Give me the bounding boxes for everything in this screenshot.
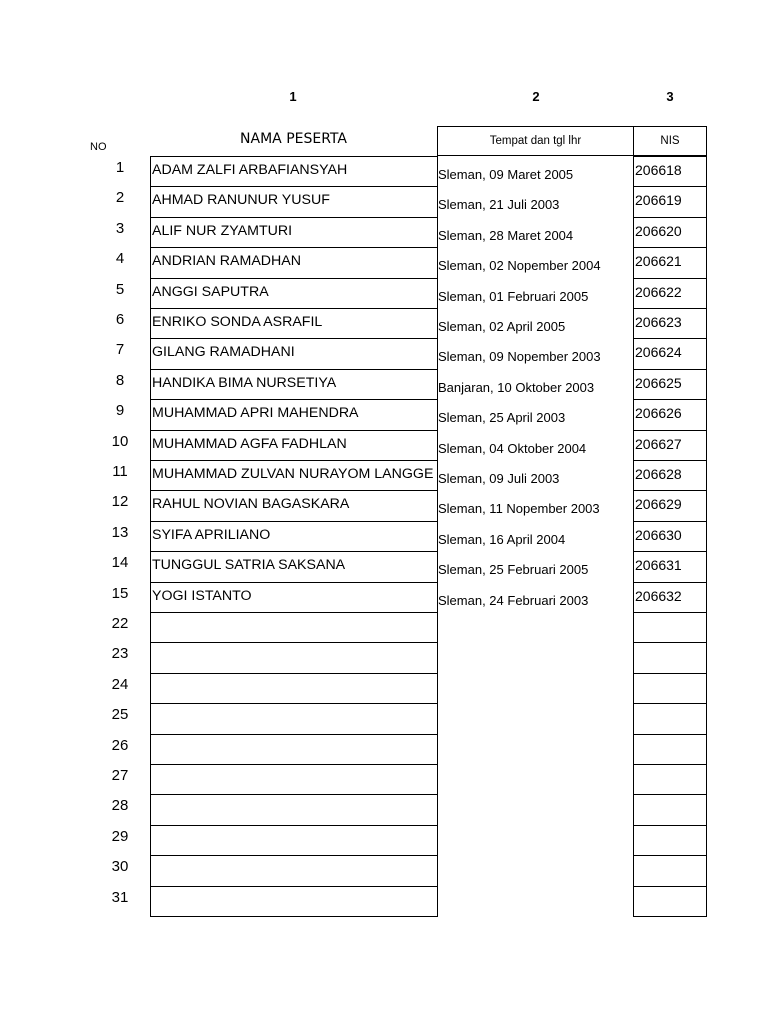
table-row [0, 673, 768, 703]
table-row [0, 825, 768, 855]
nis-column-header: NIS [633, 126, 707, 156]
participant-name-cell: TUNGGUL SATRIA SAKSANA [150, 551, 438, 582]
participant-name-cell: ANDRIAN RAMADHAN [150, 247, 438, 278]
participant-name-cell: MUHAMMAD ZULVAN NURAYOM LANGGE [150, 460, 438, 491]
participant-name-cell: AHMAD RANUNUR YUSUF [150, 186, 438, 217]
row-number: 11 [112, 463, 128, 480]
column-number-3: 3 [666, 89, 674, 104]
nis-cell [633, 886, 707, 917]
nis-cell: 206618 [633, 156, 707, 187]
nis-cell [633, 794, 707, 825]
participant-name-cell: ALIF NUR ZYAMTURI [150, 217, 438, 248]
participant-name-cell [150, 703, 438, 734]
table-row [0, 886, 768, 916]
column-number-2: 2 [532, 89, 540, 104]
participant-name-cell: ADAM ZALFI ARBAFIANSYAH [150, 156, 438, 187]
row-number: 13 [111, 523, 129, 541]
row-number: 9 [115, 402, 125, 420]
row-number: 22 [111, 615, 129, 632]
nis-cell: 206628 [633, 460, 707, 491]
row-number: 27 [111, 767, 129, 784]
row-number: 3 [115, 219, 125, 237]
nis-cell: 206629 [633, 490, 707, 521]
birthplace-date-column-header: Tempat dan tgl lhr [437, 126, 634, 156]
participant-name-cell [150, 764, 438, 795]
row-number: 2 [115, 189, 125, 207]
participant-name-cell [150, 612, 438, 643]
nis-cell: 206631 [633, 551, 707, 582]
nis-cell: 206626 [633, 399, 707, 430]
table-row [0, 460, 768, 490]
birthplace-date-cell: Sleman, 01 Februari 2005 [438, 288, 589, 304]
row-number: 7 [115, 341, 125, 359]
participant-name-cell [150, 794, 438, 825]
column-number-1: 1 [289, 89, 297, 104]
birthplace-date-cell: Sleman, 02 April 2005 [438, 319, 566, 334]
participant-name-cell: RAHUL NOVIAN BAGASKARA [150, 490, 438, 521]
row-number: 23 [111, 645, 129, 663]
participant-name-cell: YOGI ISTANTO [150, 582, 438, 613]
birthplace-date-cell: Sleman, 11 Nopember 2003 [438, 501, 600, 517]
nis-cell: 206624 [633, 338, 707, 369]
row-number: 25 [111, 706, 129, 724]
nis-cell [633, 855, 707, 886]
row-number: 5 [115, 280, 125, 298]
row-number: 12 [111, 493, 129, 511]
nis-cell: 206630 [633, 521, 707, 552]
no-column-header: NO [90, 141, 107, 153]
birthplace-date-cell: Sleman, 24 Februari 2003 [438, 592, 589, 608]
table-row [0, 582, 768, 612]
nis-cell: 206623 [633, 308, 707, 339]
birthplace-date-cell: Sleman, 25 April 2003 [438, 410, 566, 426]
birthplace-date-cell: Banjaran, 10 Oktober 2003 [438, 379, 595, 395]
row-number: 15 [111, 584, 129, 602]
birthplace-date-cell: Sleman, 09 Juli 2003 [438, 471, 560, 486]
participant-name-cell: ANGGI SAPUTRA [150, 278, 438, 309]
row-number: 30 [111, 858, 129, 876]
table-row [0, 186, 768, 216]
participant-name-cell: ENRIKO SONDA ASRAFIL [150, 308, 438, 339]
table-row [0, 490, 768, 520]
participant-name-cell [150, 734, 438, 765]
nis-cell: 206622 [633, 278, 707, 309]
nis-cell [633, 703, 707, 734]
participant-name-cell [150, 673, 438, 704]
table-row [0, 338, 768, 368]
birthplace-date-cell: Sleman, 09 Nopember 2003 [438, 349, 601, 365]
table-row [0, 551, 768, 581]
nis-cell: 206625 [633, 369, 707, 400]
table-row [0, 247, 768, 277]
nis-cell: 206627 [633, 430, 707, 461]
nis-cell [633, 612, 707, 643]
table-row [0, 217, 768, 247]
participant-name-cell [150, 886, 438, 917]
table-row [0, 399, 768, 429]
table-row [0, 369, 768, 399]
table-row [0, 156, 768, 186]
participant-name-cell: GILANG RAMADHANI [150, 338, 438, 369]
participant-name-cell: MUHAMMAD AGFA FADHLAN [150, 430, 438, 461]
table-row [0, 703, 768, 733]
nis-cell [633, 764, 707, 795]
row-number: 10 [111, 432, 129, 450]
row-number: 26 [111, 736, 129, 754]
row-number: 14 [111, 554, 129, 572]
row-number: 8 [115, 371, 125, 389]
row-number: 6 [115, 311, 125, 328]
participant-name-cell [150, 855, 438, 886]
name-column-header: NAMA PESERTA [240, 131, 347, 147]
table-row [0, 734, 768, 764]
participant-name-cell [150, 825, 438, 856]
birthplace-date-cell: Sleman, 04 Oktober 2004 [438, 440, 587, 456]
nis-cell [633, 642, 707, 673]
birthplace-date-cell: Sleman, 21 Juli 2003 [438, 197, 560, 213]
table-row [0, 642, 768, 672]
table-row [0, 278, 768, 308]
nis-cell: 206621 [633, 247, 707, 278]
birthplace-date-cell: Sleman, 16 April 2004 [438, 531, 566, 547]
nis-cell [633, 673, 707, 704]
participant-name-cell: MUHAMMAD APRI MAHENDRA [150, 399, 438, 430]
table-row [0, 794, 768, 824]
row-number: 1 [115, 159, 125, 176]
table-row [0, 855, 768, 885]
nis-cell: 206632 [633, 582, 707, 613]
birthplace-date-cell: Sleman, 02 Nopember 2004 [438, 258, 601, 274]
table-row [0, 521, 768, 551]
participant-name-cell: SYIFA APRILIANO [150, 521, 438, 552]
table-row [0, 430, 768, 460]
nis-cell: 206620 [633, 217, 707, 248]
birthplace-date-cell: Sleman, 25 Februari 2005 [438, 562, 589, 578]
table-row [0, 308, 768, 338]
nis-cell: 206619 [633, 186, 707, 217]
nis-cell [633, 825, 707, 856]
row-number: 24 [111, 675, 129, 693]
row-number: 31 [111, 888, 129, 906]
row-number: 29 [111, 827, 129, 845]
row-number: 4 [115, 250, 125, 268]
nis-cell [633, 734, 707, 765]
row-number: 28 [111, 797, 129, 815]
table-row [0, 612, 768, 642]
participant-name-cell: HANDIKA BIMA NURSETIYA [150, 369, 438, 400]
participant-name-cell [150, 642, 438, 673]
table-row [0, 764, 768, 794]
birthplace-date-cell: Sleman, 28 Maret 2004 [438, 227, 574, 243]
birthplace-date-cell: Sleman, 09 Maret 2005 [438, 167, 574, 182]
